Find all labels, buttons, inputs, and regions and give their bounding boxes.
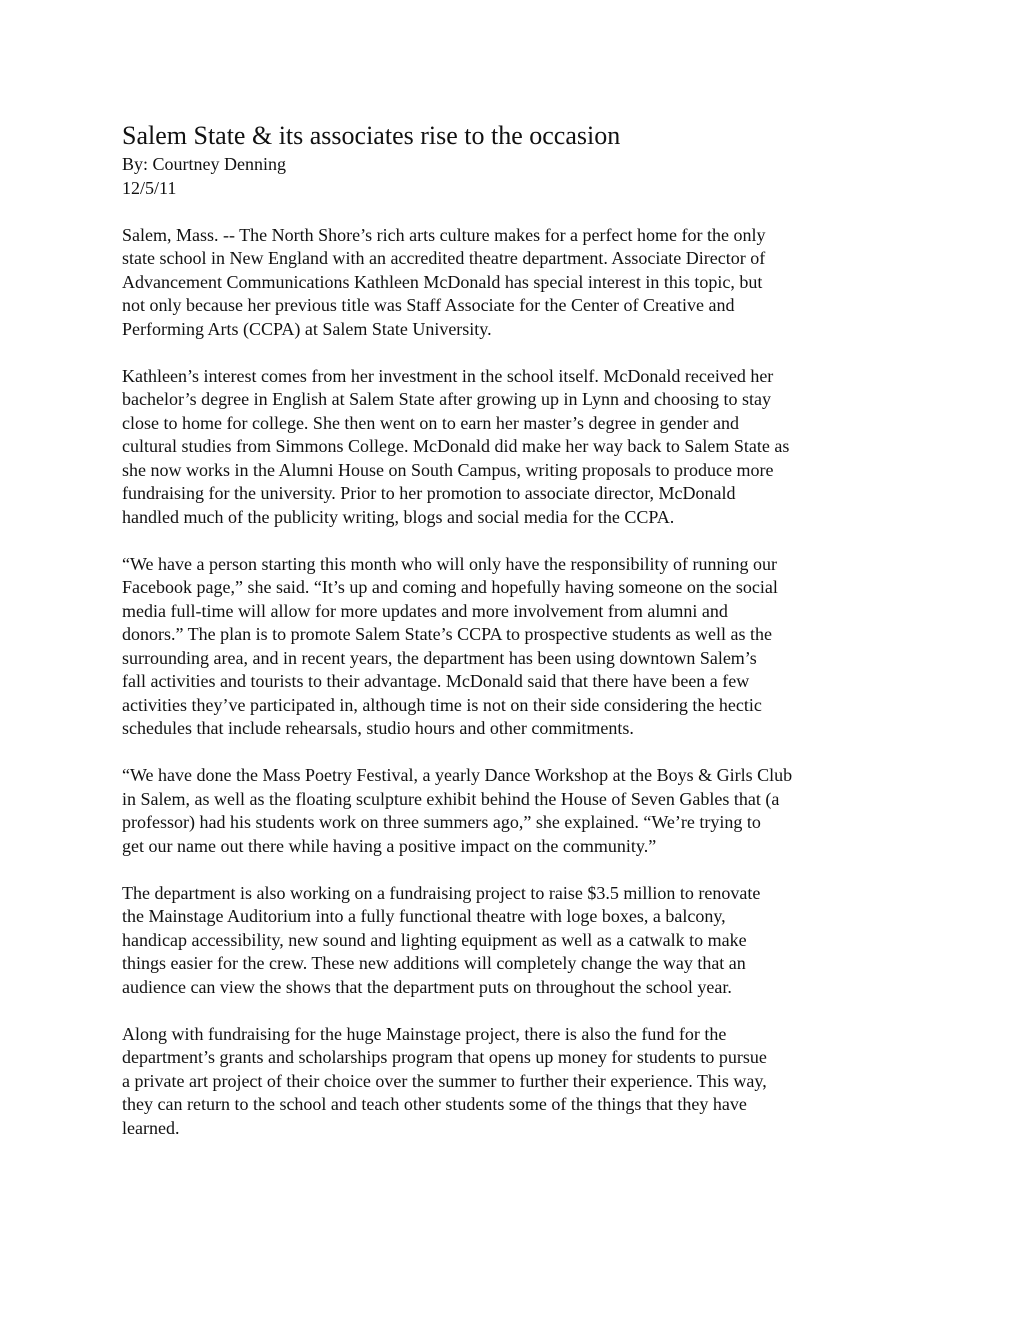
paragraph — [122, 764, 912, 858]
text-line: things easier for the crew. These new additions will completely change the way that an — [122, 953, 746, 973]
article — [122, 119, 912, 1164]
article-date: 12/5/11 — [122, 177, 177, 198]
text-line: handicap accessibility, new sound and lighting equipment as well as a catwalk to make — [122, 929, 747, 950]
text-line: Advancement Communications Kathleen McDonald has special interest in this topic, but — [122, 271, 763, 292]
text-line: professor) had his students work on three summers ago,” she explained. “We’re trying to — [122, 812, 761, 832]
article-body — [122, 224, 912, 1141]
text-line: Facebook page,” she said. “It’s up and coming and hopefully having someone on the social — [122, 577, 778, 597]
text-line: Kathleen’s interest comes from her investment in the school itself. McDonald received her — [122, 365, 774, 386]
text-line: “We have done the Mass Poetry Festival, a yearly Dance Workshop at the Boys & Girls Club — [122, 765, 793, 785]
text-line: not only because her previous title was Staff Associate for the Center of Creative and — [122, 295, 735, 315]
paragraph — [122, 1023, 912, 1141]
text-line: Performing Arts (CCPA) at Salem State University. — [122, 318, 492, 339]
text-line: state school in New England with an accredited theatre department. Associate Director of — [122, 248, 766, 268]
text-line: schedules that include rehearsals, studio hours and other commitments. — [122, 718, 634, 738]
text-line: audience can view the shows that the department puts on throughout the school year. — [122, 976, 732, 997]
paragraph — [122, 553, 912, 741]
text-line: donors.” The plan is to promote Salem State’s CCPA to prospective students as well as the — [122, 624, 772, 644]
paragraph — [122, 365, 912, 530]
text-line: department’s grants and scholarships program that opens up money for students to pursue — [122, 1047, 767, 1067]
article-byline: By: Courtney Denning — [122, 154, 286, 174]
text-line: handled much of the publicity writing, blogs and social media for the CCPA. — [122, 506, 675, 527]
text-line: activities they’ve participated in, although time is not on their side considering the hectic — [122, 694, 762, 715]
text-line: surrounding area, and in recent years, the department has been using downtown Salem’s — [122, 647, 757, 668]
text-line: learned. — [122, 1117, 180, 1138]
paragraph — [122, 224, 912, 342]
text-line: media full-time will allow for more updates and more involvement from alumni and — [122, 600, 728, 621]
text-line: the Mainstage Auditorium into a fully functional theatre with loge boxes, a balcony, — [122, 906, 726, 926]
text-line: close to home for college. She then went on to earn her master’s degree in gender and — [122, 412, 739, 433]
article-title: Salem State & its associates rise to the occasion — [122, 121, 621, 150]
text-line: bachelor’s degree in English at Salem State after growing up in Lynn and choosing to stay — [122, 389, 772, 409]
paragraph — [122, 882, 912, 1000]
text-line: cultural studies from Simmons College. McDonald did make her way back to Salem State as — [122, 436, 790, 456]
text-line: she now works in the Alumni House on South Campus, writing proposals to produce more — [122, 459, 774, 480]
text-line: Salem, Mass. -- The North Shore’s rich arts culture makes for a perfect home for the only — [122, 224, 766, 245]
text-line: they can return to the school and teach other students some of the things that they have — [122, 1094, 747, 1114]
text-line: in Salem, as well as the floating sculpture exhibit behind the House of Seven Gables that (a — [122, 788, 780, 809]
text-line: “We have a person starting this month who will only have the responsibility of running our — [122, 553, 777, 574]
text-line: get our name out there while having a positive impact on the community.” — [122, 835, 657, 856]
text-line: fall activities and tourists to their advantage. McDonald said that there have been a few — [122, 671, 750, 691]
text-line: fundraising for the university. Prior to her promotion to associate director, McDonald — [122, 483, 736, 503]
text-line: Along with fundraising for the huge Mainstage project, there is also the fund for the — [122, 1023, 727, 1044]
text-line: The department is also working on a fundraising project to raise $3.5 million to renovate — [122, 882, 761, 903]
text-line: a private art project of their choice over the summer to further their experience. This way, — [122, 1070, 767, 1091]
